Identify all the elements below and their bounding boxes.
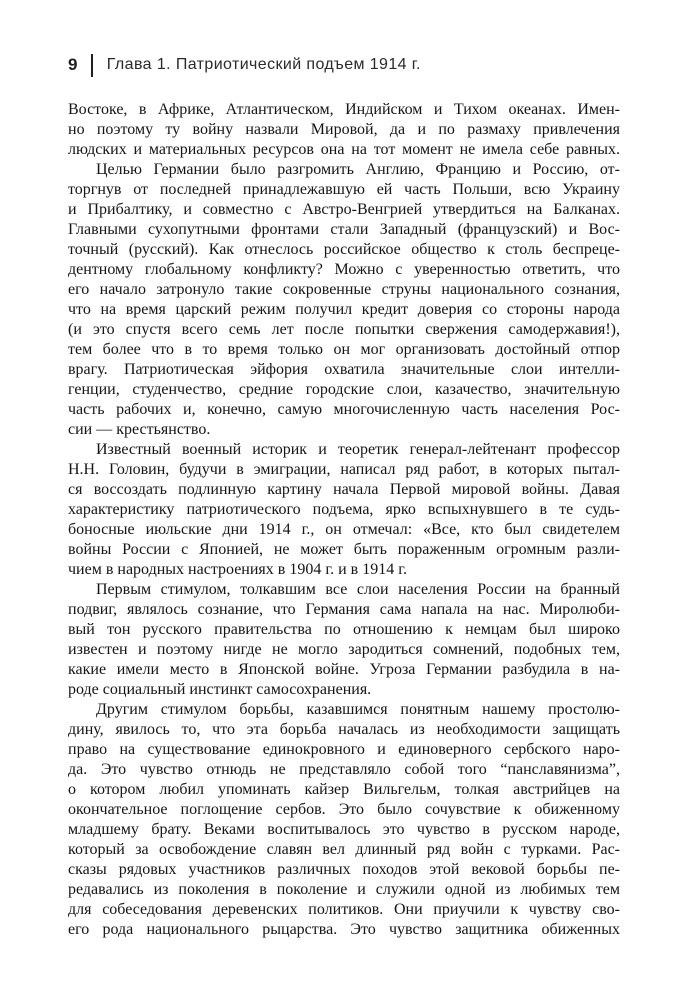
text-line: о котором любил упоминать кайзер Вильгельм, толкая австрийцев на (68, 781, 620, 798)
text-line: известен и поэтому нигде не могло зародиться сомнений, подобных тем, (68, 641, 620, 658)
text-line: тем более что в то время только он мог организовать достойный отпор (68, 341, 620, 358)
body-text (68, 100, 620, 940)
text-line: подвиг, являлось сознание, что Германия сама напала на нас. Миролюби- (68, 601, 620, 618)
text-line: генции, студенчество, средние городские слои, казачество, значительную (68, 381, 620, 398)
text-line: сии — крестьянство. (68, 421, 211, 438)
text-line: боносные июльские дни 1914 г., он отмечал: «Все, кто был свидетелем (68, 521, 620, 538)
text-line: его начало затронуло такие сокровенные струны национального сознания, (68, 281, 620, 298)
text-line: роде социальный инстинкт самосохранения. (68, 681, 372, 698)
text-line: точный (русский). Как отнеслось российское общество к столь беспреце- (68, 241, 620, 258)
text-line: который за освобождение славян вел длинный ряд войн с турками. Рас- (68, 841, 620, 858)
text-line: что на время царский режим получил кредит доверия со стороны народа (68, 301, 620, 318)
text-line: вый тон русского правительства по отношению к немцам был широко (68, 621, 620, 638)
text-line: для собеседования деревенских политиков. Они приучили к чувству сво- (68, 901, 620, 918)
text-line: право на существование единокровного и единоверного сербского наро- (68, 741, 620, 758)
text-line: Известный военный историк и теоретик генерал-лейтенант профессор (96, 441, 620, 458)
text-line: чием в народных настроениях в 1904 г. и в 1914 г. (68, 561, 407, 578)
chapter-title: Глава 1. Патриотический подъем 1914 г. (106, 56, 421, 73)
text-line: редавались из поколения в поколение и служили одной из любимых тем (68, 881, 620, 898)
text-line: Н.Н. Головин, будучи в эмиграции, написал ряд работ, в которых пытал- (68, 461, 620, 478)
text-line: торгнув от последней принадлежавшую ей часть Польши, всю Украину (68, 181, 620, 198)
text-line: его рода национального рыцарства. Это чувство защитника обиженных (68, 921, 620, 938)
running-header (68, 52, 421, 78)
text-line: Востоке, в Африке, Атлантическом, Индийском и Тихом океанах. Имен- (68, 101, 620, 118)
text-line: характеристику патриотического подъема, ярко вспыхнувшего в те судь- (68, 501, 620, 518)
text-line: какие имели место в Японской войне. Угроза Германии разбудила в на- (68, 661, 620, 678)
text-line: ся воссоздать подлинную картину начала Первой мировой войны. Давая (68, 481, 620, 498)
text-line: окончательное поглощение сербов. Это было сочувствие к обиженному (68, 801, 620, 818)
text-line: Первым стимулом, толкавшим все слои населения России на бранный (96, 581, 620, 598)
text-line: младшему брату. Веками воспитывалось это чувство в русском народе, (68, 821, 620, 838)
text-line: Целью Германии было разгромить Англию, Францию и Россию, от- (96, 161, 620, 178)
text-line: и Прибалтику, и совместно с Австро-Венгрией утвердиться на Балканах. (68, 201, 620, 218)
text-line: врагу. Патриотическая эйфория охватила значительные слои интелли- (68, 361, 620, 378)
text-line: но поэтому ту войну назвали Мировой, да и по размаху привлечения (68, 121, 620, 138)
text-line: дентному глобальному конфликту? Можно с уверенностью ответить, что (68, 261, 620, 278)
text-line: часть рабочих и, конечно, самую многочисленную часть населения Рос- (68, 401, 620, 418)
text-line: (и это спустя всего семь лет после попытки свержения самодержавия!), (68, 321, 620, 338)
text-line: Другим стимулом борьбы, казавшимся понятным нашему простолю- (96, 701, 620, 718)
text-line: людских и материальных ресурсов она на тот момент не имела себе равных. (68, 141, 620, 158)
header-divider (91, 54, 93, 77)
text-line: Главными сухопутными фронтами стали Западный (французский) и Вос- (68, 221, 620, 238)
text-line: дину, явилось то, что эта борьба началась из необходимости защищать (68, 721, 620, 738)
text-line: войны России с Японией, не может быть пораженным огромным разли- (68, 541, 620, 558)
page-number: 9 (68, 55, 78, 74)
text-line: сказы рядовых участников различных походов этой вековой борьбы пе- (68, 861, 620, 878)
text-line: да. Это чувство отнюдь не представляло собой того “панславянизма”, (68, 761, 620, 778)
